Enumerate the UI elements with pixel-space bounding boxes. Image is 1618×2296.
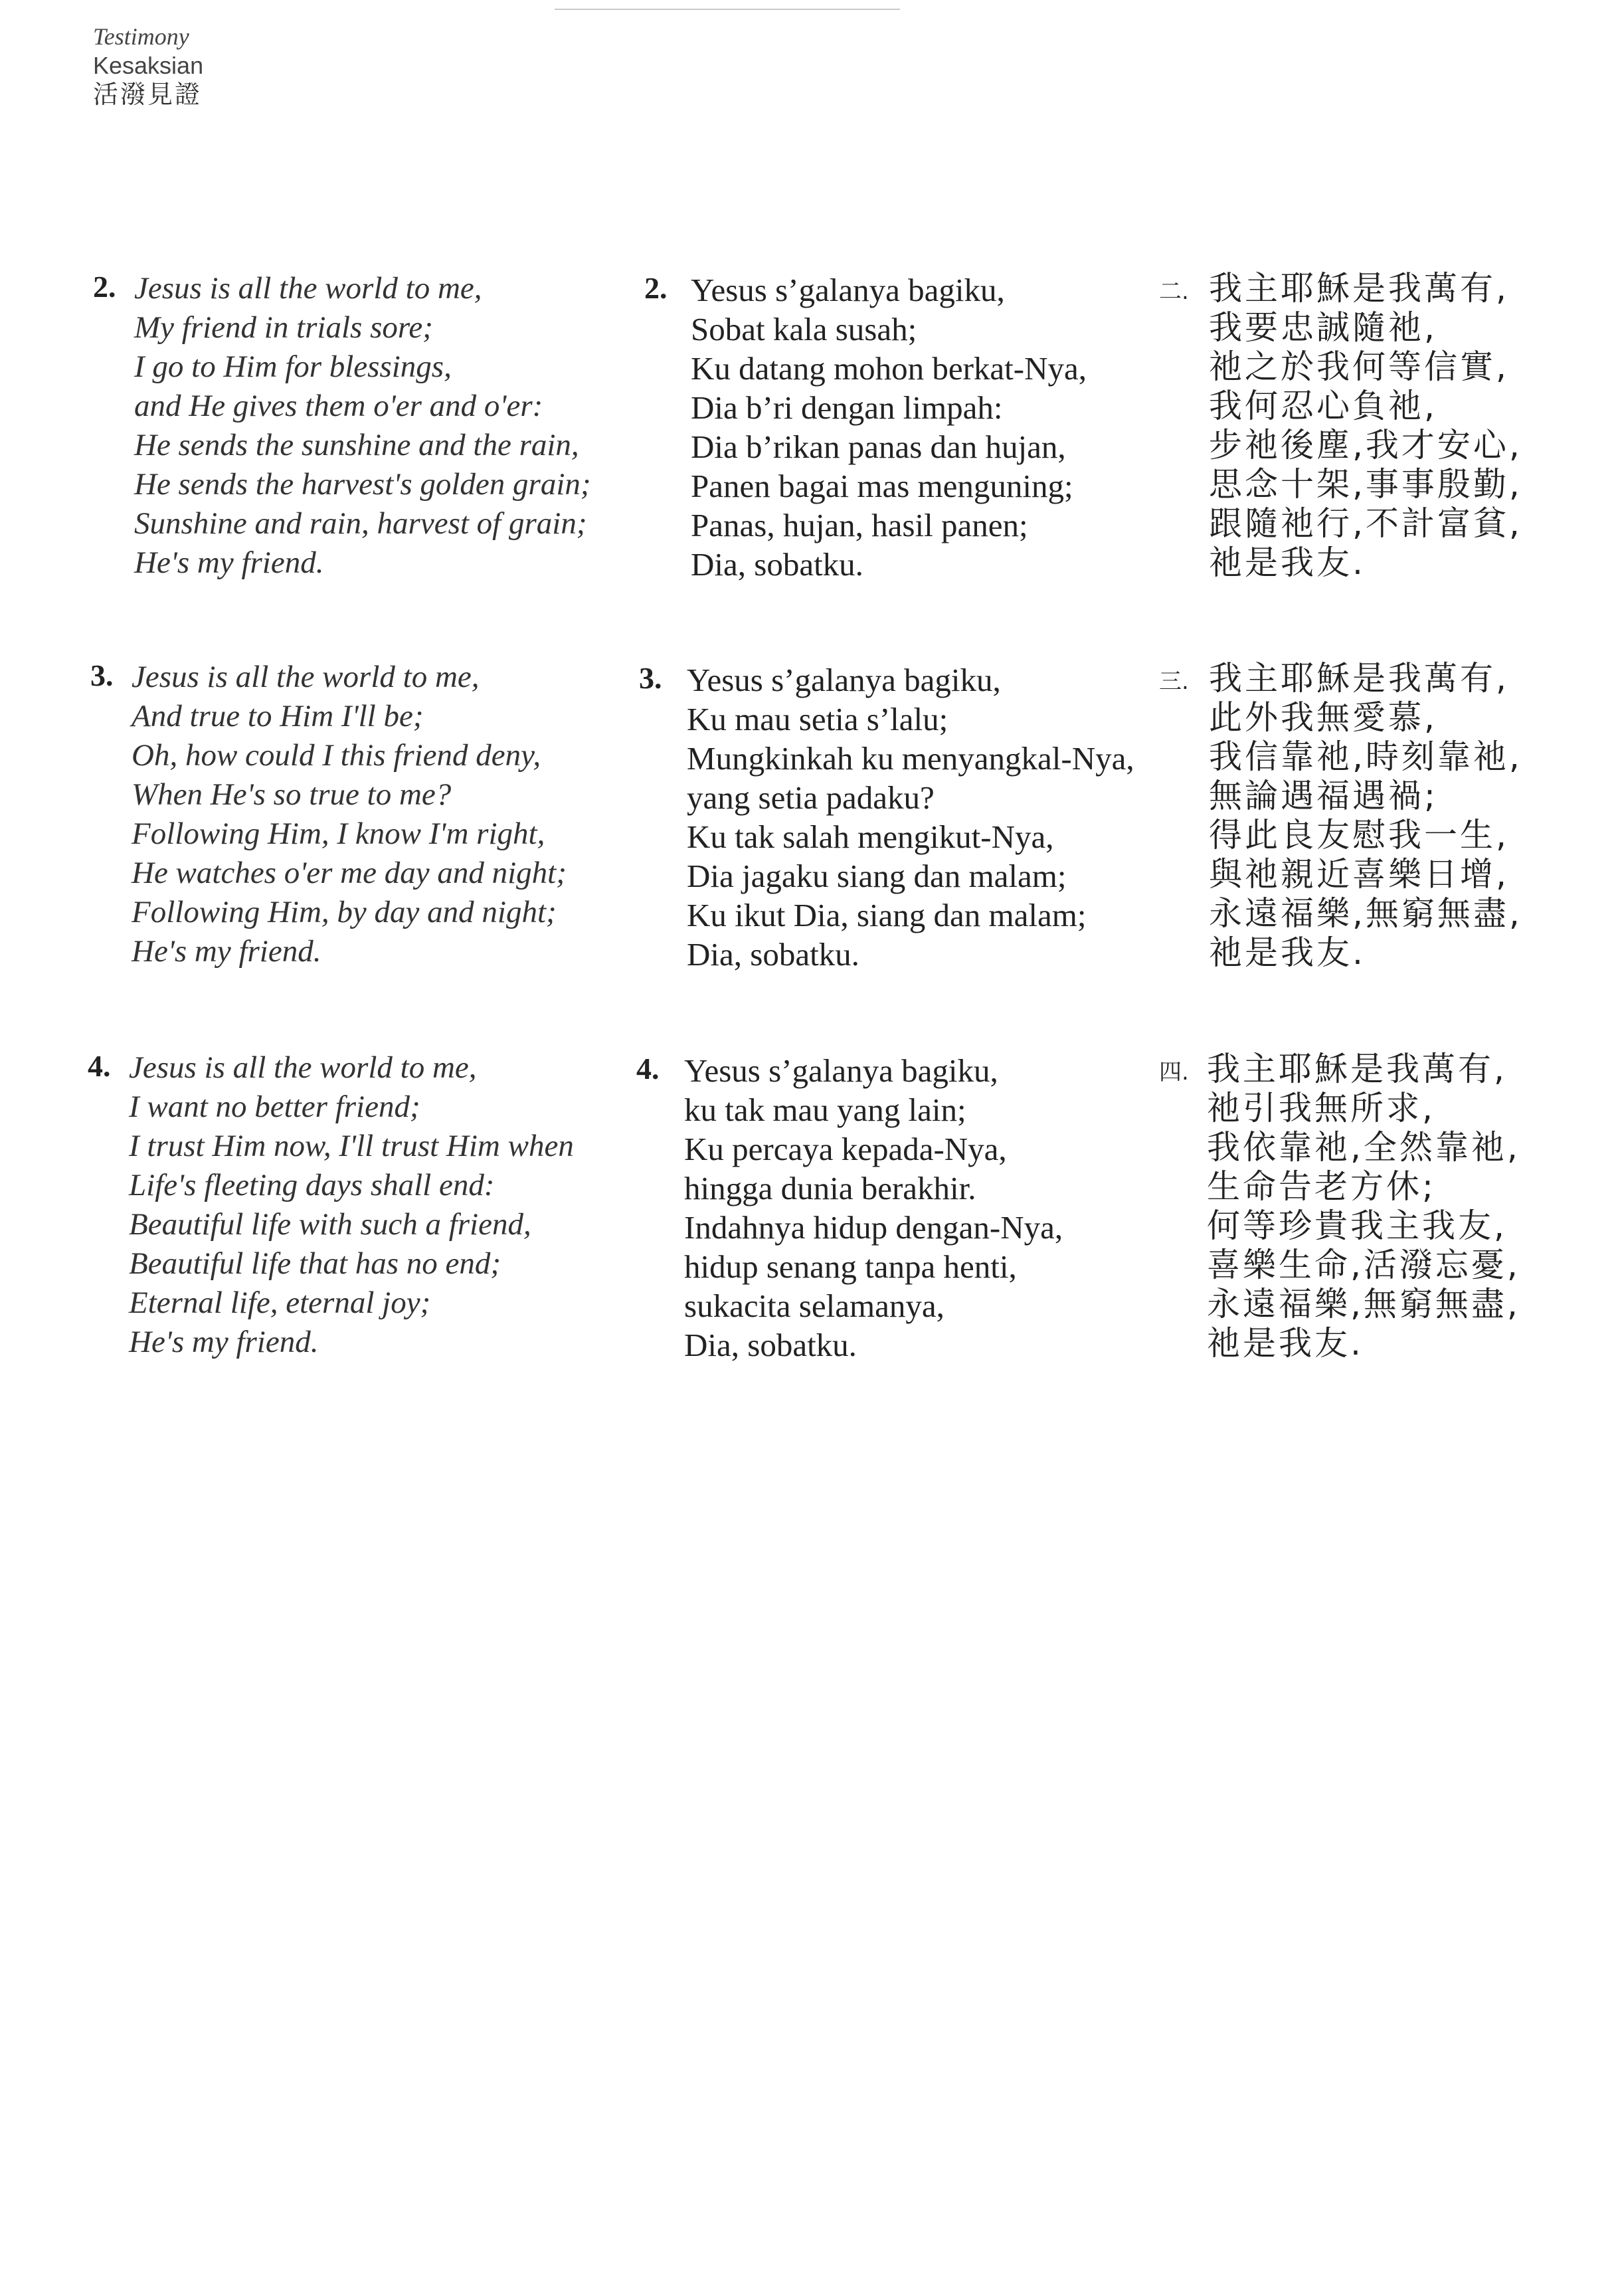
verse-line: 無論遇福遇禍; — [1209, 777, 1438, 815]
verse-lines — [132, 658, 567, 971]
verse-lines — [1207, 1050, 1520, 1363]
verse-line: He watches o'er me day and night; — [132, 856, 567, 890]
verse-line: and He gives them o'er and o'er: — [134, 389, 543, 423]
verse-line: 我要忠誠隨祂, — [1209, 308, 1437, 347]
verse-number: 4. — [636, 1052, 660, 1086]
verse-line: Jesus is all the world to me, — [129, 1050, 477, 1085]
verse-lines — [129, 1048, 574, 1362]
verse-line: Ku tak salah mengikut-Nya, — [687, 818, 1054, 855]
verse-line: Oh, how could I this friend deny, — [132, 738, 541, 773]
verse-line: 步祂後塵,我才安心, — [1209, 426, 1522, 464]
verse-line: sukacita selamanya, — [684, 1288, 944, 1324]
verse-line: Eternal life, eternal joy; — [129, 1286, 431, 1320]
verse-line: 生命告老方休; — [1207, 1167, 1436, 1206]
verse-line: Dia b’rikan panas dan hujan, — [691, 429, 1066, 465]
verse-line: He sends the harvest's golden grain; — [134, 467, 591, 502]
verse-line: 我信靠祂,時刻靠祂, — [1209, 737, 1522, 776]
verse-line: 永遠福樂,無窮無盡, — [1209, 894, 1522, 933]
verse-number: 3. — [639, 661, 662, 695]
verse-line: My friend in trials sore; — [134, 310, 433, 345]
header-title-chinese: 活潑見證 — [93, 80, 203, 110]
verse-line: He's my friend. — [134, 545, 324, 580]
header-title-indonesian: Kesaksian — [93, 52, 204, 80]
verse-line: 此外我無愛慕, — [1209, 698, 1437, 737]
verse-line: 得此良友慰我一生, — [1209, 816, 1509, 854]
verse-number: 2. — [93, 270, 116, 304]
verse-number: 二. — [1159, 278, 1189, 305]
verse-line: Ku mau setia s’lalu; — [687, 701, 948, 737]
verse-line: Jesus is all the world to me, — [132, 660, 480, 694]
verse-line: yang setia padaku? — [687, 779, 935, 816]
verse-line: Mungkinkah ku menyangkal-Nya, — [687, 740, 1134, 777]
verse-line: 我主耶穌是我萬有, — [1209, 659, 1509, 698]
verse-line: Yesus s’galanya bagiku, — [687, 662, 1001, 698]
verse-line: hidup senang tanpa henti, — [684, 1248, 1017, 1285]
verse-number: 2. — [644, 271, 668, 305]
verse-line: Jesus is all the world to me, — [134, 271, 482, 306]
verse-number: 三. — [1159, 668, 1189, 695]
verse-line: Ku ikut Dia, siang dan malam; — [687, 897, 1087, 933]
verse-line: 我主耶穌是我萬有, — [1209, 269, 1509, 308]
verse-line: When He's so true to me? — [132, 777, 452, 812]
verse-line: Yesus s’galanya bagiku, — [691, 272, 1005, 308]
verse-line: Beautiful life with such a friend, — [129, 1207, 531, 1242]
verse-line: Dia b’ri dengan limpah: — [691, 389, 1003, 426]
verse-line: 我主耶穌是我萬有, — [1207, 1050, 1507, 1088]
verse-line: Indahnya hidup dengan-Nya, — [684, 1209, 1063, 1246]
verse-line: He sends the sunshine and the rain, — [134, 428, 579, 462]
verse-line: 何等珍貴我主我友, — [1207, 1206, 1507, 1245]
verse-line: He's my friend. — [132, 934, 321, 969]
verse-line: Ku percaya kepada-Nya, — [684, 1131, 1007, 1167]
verse-line: Following Him, I know I'm right, — [132, 816, 545, 851]
header-title-english: Testimony — [93, 23, 189, 50]
verse-line: 我何忍心負祂, — [1209, 387, 1437, 425]
verse-line: I want no better friend; — [129, 1090, 420, 1124]
verse-line: 喜樂生命,活潑忘憂, — [1207, 1246, 1520, 1284]
verse-line: 跟隨祂行,不計富貧, — [1209, 504, 1522, 543]
verse-line: Panen bagai mas menguning; — [691, 468, 1073, 504]
verse-line: Ku datang mohon berkat-Nya, — [691, 350, 1087, 387]
verse-lines — [1209, 269, 1522, 583]
verse-line: Sobat kala susah; — [691, 311, 917, 347]
verse-line: I trust Him now, I'll trust Him when — [129, 1129, 574, 1163]
verse-line: Dia, sobatku. — [691, 546, 863, 583]
verse-line: 思念十架,事事殷勤, — [1209, 465, 1522, 504]
verse-line: He's my friend. — [129, 1325, 319, 1359]
verse-line: Panas, hujan, hasil panen; — [691, 507, 1028, 543]
verse-line: 祂是我友. — [1207, 1324, 1364, 1363]
verse-line: hingga dunia berakhir. — [684, 1170, 976, 1206]
verse-line: And true to Him I'll be; — [132, 699, 424, 733]
verse-number: 3. — [90, 658, 114, 692]
verse-line: Dia, sobatku. — [687, 936, 859, 973]
verse-line: Life's fleeting days shall end: — [129, 1168, 495, 1202]
verse-line: 永遠福樂,無窮無盡, — [1207, 1285, 1520, 1323]
verse-lines — [687, 660, 1134, 974]
verse-lines — [691, 270, 1087, 584]
verse-line: Dia jagaku siang dan malam; — [687, 858, 1067, 894]
hymn-header — [93, 23, 203, 110]
verse-number: 4. — [88, 1049, 111, 1083]
verse-line: 祂是我友. — [1209, 933, 1366, 972]
verse-line: Following Him, by day and night; — [132, 895, 557, 929]
verse-line: 祂之於我何等信實, — [1209, 347, 1509, 386]
verse-number: 四. — [1159, 1059, 1189, 1086]
verse-line: I go to Him for blessings, — [134, 349, 452, 384]
verse-line: 我依靠祂,全然靠祂, — [1207, 1128, 1520, 1167]
verse-line: 與祂親近喜樂日增, — [1209, 855, 1509, 894]
top-divider — [555, 9, 900, 10]
verse-line: ku tak mau yang lain; — [684, 1092, 966, 1128]
verse-line: Sunshine and rain, harvest of grain; — [134, 506, 587, 541]
verse-lines — [1209, 659, 1522, 973]
verse-line: Dia, sobatku. — [684, 1327, 857, 1363]
verse-lines — [134, 269, 591, 583]
verse-line: 祂是我友. — [1209, 543, 1366, 582]
verse-line: Beautiful life that has no end; — [129, 1246, 501, 1281]
verse-line: 祂引我無所求, — [1207, 1089, 1435, 1127]
verse-lines — [684, 1051, 1063, 1365]
verse-line: Yesus s’galanya bagiku, — [684, 1052, 998, 1089]
